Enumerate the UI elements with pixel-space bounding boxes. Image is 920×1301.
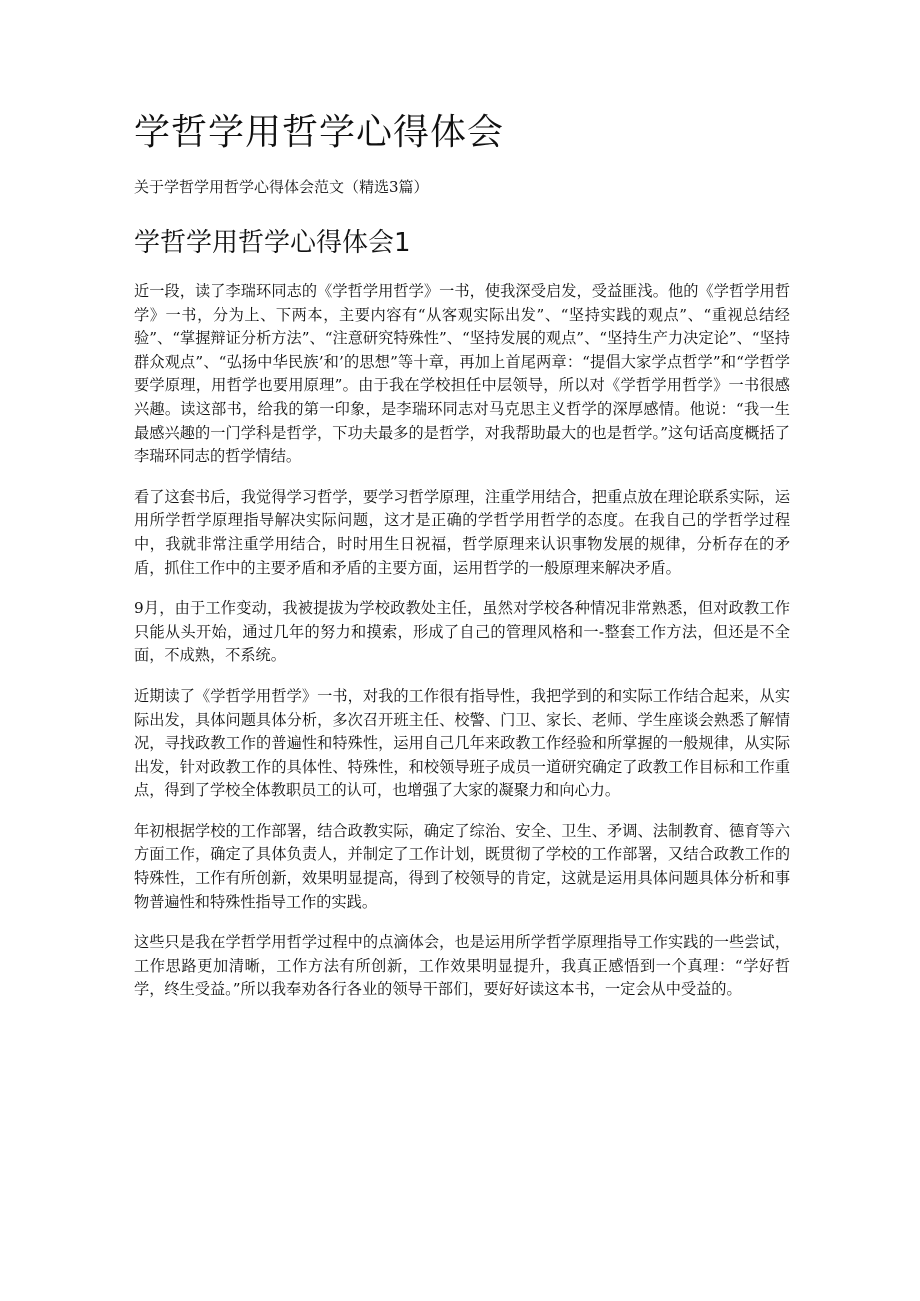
section-title: 学哲学用哲学心得体会1: [134, 228, 411, 258]
paragraph-5: 年初根据学校的工作部署，结合政教实际，确定了综治、安全、卫生、矛调、法制教育、德育等六方面工作，确定了具体负责人，并制定了工作计划，既贯彻了学校的工作部署，又结合政教工作的特殊性，工作有所创新，效果明显提高，得到了校领导的肯定，这就是运用具体问题具体分析和事物普遍性和特殊性指导工作的实践。: [134, 821, 790, 911]
paragraph-3: 9月，由于工作变动，我被提拔为学校政教处主任，虽然对学校各种情况非常熟悉，但对政教工作只能从头开始，通过几年的努力和摸索，形成了自己的管理风格和一-整套工作方法，但还是不全面，不成熟，不系统。: [134, 599, 790, 665]
paragraph-1: 近一段，读了李瑞环同志的《学哲学用哲学》一书，使我深受启发，受益匪浅。他的《学哲学用哲学》一书，分为上、下两本，主要内容有“从客观实际出发”、“坚持实践的观点”、“重视总结经验”、“掌握辩证分析方法”、“注意研究特殊性”、“坚持发展的观点”、“坚持生产力决定论”、“坚持群众观点”、“弘扬中华民族’和’的思想”等十章，再加上首尾两章：“提倡大家学点哲学”和“学哲学要学原理，用哲学也要用原理”。由于我在学校担任中层领导，所以对《学哲学用哲学》一书很感兴趣。读这部书，给我的第一印象，是李瑞环同志对马克思主义哲学的深厚感情。他说：“我一生最感兴趣的一门学科是哲学，下功夫最多的是哲学，对我帮助最大的也是哲学。”这句话高度概括了李瑞环同志的哲学情结。: [134, 282, 790, 466]
paragraph-4: 近期读了《学哲学用哲学》一书，对我的工作很有指导性，我把学到的和实际工作结合起来，从实际出发，具体问题具体分析，多次召开班主任、校警、门卫、家长、老师、学生座谈会熟悉了解情况，寻找政教工作的普遍性和特殊性，运用自己几年来政教工作经验和所掌握的一般规律，从实际出发，针对政教工作的具体性、特殊性，和校领导班子成员一道研究确定了政教工作目标和工作重点，得到了学校全体教职员工的认可，也增强了大家的凝聚力和向心力。: [134, 686, 790, 800]
document-title: 学哲学用哲学心得体会: [134, 112, 505, 153]
body-text: [134, 280, 790, 1002]
paragraph-2: 看了这套书后，我觉得学习哲学，要学习哲学原理，注重学用结合，把重点放在理论联系实际，运用所学哲学原理指导解决实际问题，这才是正确的学哲学用哲学的态度。在我自己的学哲学过程中，我就非常注重学用结合，时时用生日祝福，哲学原理来认识事物发展的规律，分析存在的矛盾，抓住工作中的主要矛盾和矛盾的主要方面，运用哲学的一般原理来解决矛盾。: [134, 487, 790, 577]
document-page: [134, 0, 790, 1019]
paragraph-6: 这些只是我在学哲学用哲学过程中的点滴体会，也是运用所学哲学原理指导工作实践的一些尝试，工作思路更加清晰，工作方法有所创新，工作效果明显提升，我真正感悟到一个真理：“学好哲学，终生受益。”所以我奉劝各行各业的领导干部们，要好好读这本书，一定会从中受益的。: [134, 933, 790, 999]
document-subtitle: 关于学哲学用哲学心得体会范文（精选3篇）: [134, 178, 429, 196]
